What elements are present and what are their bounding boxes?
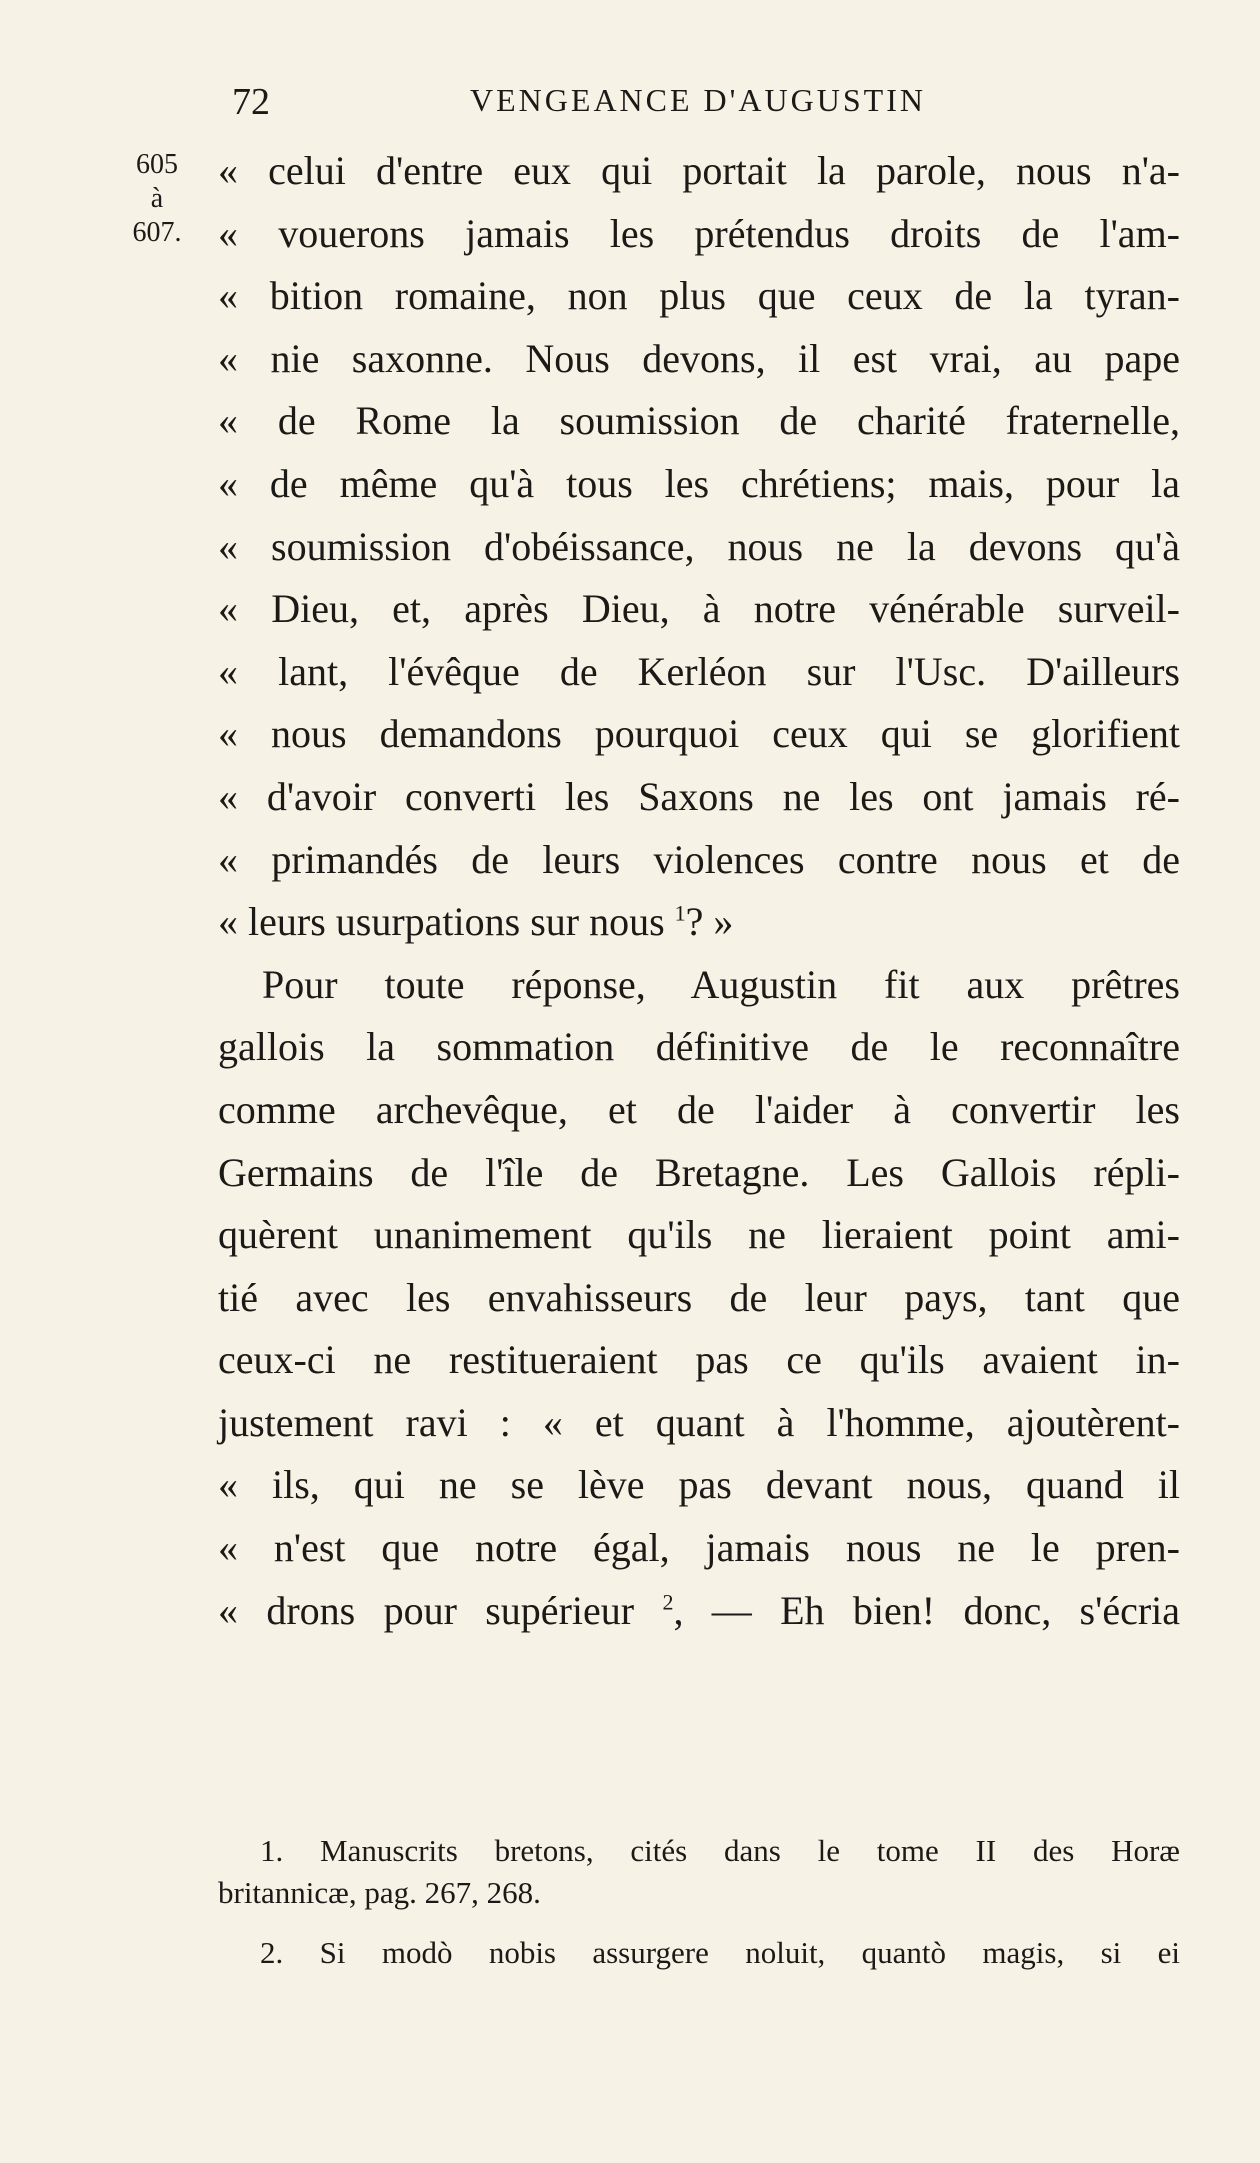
text-line: « de Rome la soumission de charité fraternelle, (218, 398, 1180, 444)
text-line: « vouerons jamais les prétendus droits de l'am- (218, 210, 1180, 256)
footnotes (218, 1830, 1180, 1974)
text-line: « nous demandons pourquoi ceux qui se glorifient (218, 711, 1180, 757)
footnote-2-line-1: 2. Si modò nobis assurgere noluit, quantò magis, si ei (260, 1935, 1180, 1970)
margin-date-note (122, 148, 192, 250)
text-segment: « drons pour supérieur (218, 1587, 635, 1633)
text-line: ceux-ci ne restitueraient pas ce qu'ils avaient in- (218, 1337, 1180, 1383)
text-segment: , — Eh bien! donc, s'écria (673, 1587, 1181, 1633)
text-line: « ils, qui ne se lève pas devant nous, quand il (218, 1462, 1180, 1508)
text-line-quote-end (218, 891, 1180, 954)
text-line: « primandés de leurs violences contre nous et de (218, 836, 1180, 882)
page-number: 72 (232, 81, 270, 123)
text-line: « d'avoir converti les Saxons ne les ont jamais ré- (218, 773, 1180, 819)
text-line: tié avec les envahisseurs de leur pays, tant que (218, 1274, 1180, 1320)
text-line: Germains de l'île de Bretagne. Les Gallois répli- (218, 1149, 1180, 1195)
body-text (218, 140, 1180, 1642)
footnote-1-line-2: britannicæ, pag. 267, 268. (218, 1875, 541, 1910)
footnote-ref-2: 2 (662, 1589, 674, 1615)
text-line: « de même qu'à tous les chrétiens; mais, pour la (218, 460, 1180, 506)
footnote-spacer (218, 1914, 1180, 1932)
running-title: VENGEANCE D'AUGUSTIN (470, 82, 926, 118)
text-line: « n'est que notre égal, jamais nous ne le pren- (218, 1525, 1180, 1571)
margin-date-separator: à (150, 183, 164, 214)
paragraph-start-line: Pour toute réponse, Augustin fit aux prêtres (262, 961, 1180, 1007)
footnote-1-line-1: 1. Manuscrits bretons, cités dans le tome II des Horæ (260, 1833, 1180, 1868)
margin-date-end: 607. (132, 217, 182, 248)
text-line: quèrent unanimement qu'ils ne lieraient point ami- (218, 1212, 1180, 1258)
text-line-with-note (218, 1580, 1180, 1643)
text-line: « soumission d'obéissance, nous ne la devons qu'à (218, 523, 1180, 569)
text-line: comme archevêque, et de l'aider à convertir les (218, 1086, 1180, 1132)
quote-close: ? » (685, 899, 734, 945)
text-line: « Dieu, et, après Dieu, à notre vénérable surveil- (218, 586, 1180, 632)
text-segment: « leurs usurpations sur nous (218, 899, 665, 945)
text-line: « celui d'entre eux qui portait la parole, nous n'a- (218, 148, 1180, 193)
text-line: « nie saxonne. Nous devons, il est vrai, au pape (218, 335, 1180, 381)
text-line: gallois la sommation définitive de le reconnaître (218, 1024, 1180, 1070)
margin-date-start: 605 (136, 149, 178, 180)
footnote-ref-1: 1 (674, 900, 686, 926)
text-line: « lant, l'évêque de Kerléon sur l'Usc. D'ailleurs (218, 648, 1180, 694)
text-line: justement ravi : « et quant à l'homme, ajoutèrent- (218, 1399, 1180, 1445)
text-line: « bition romaine, non plus que ceux de la tyran- (218, 273, 1180, 319)
page-header (218, 80, 1178, 130)
